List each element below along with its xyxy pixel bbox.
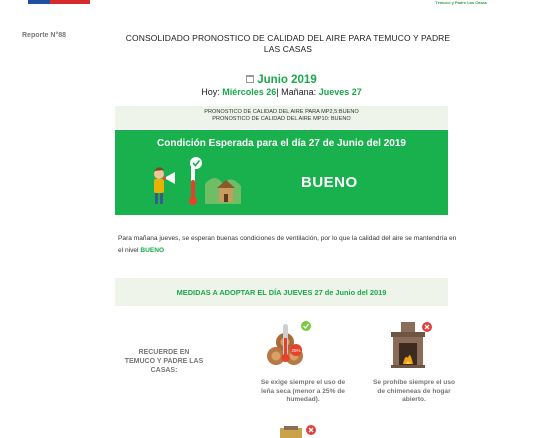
- next-measure-icon: [270, 424, 320, 438]
- forecast-box: [115, 106, 448, 129]
- month-year: Junio 2019: [115, 74, 448, 86]
- fireplace-icon: [383, 320, 433, 370]
- paragraph-level: BUENO: [140, 246, 165, 254]
- forecast-mp25: PRONOSTICO DE CALIDAD DEL AIRE PARA MP2,5:BUENO: [204, 109, 359, 115]
- calendar-icon: [246, 75, 254, 83]
- firewood-thermometer-icon: [262, 320, 312, 370]
- logo-flag-red: [50, 0, 90, 4]
- logo-flag-blue: [28, 0, 50, 4]
- measure-caption-open-fireplace: Se prohíbe siempre el uso de chimeneas de hogar abierto.: [372, 379, 456, 403]
- measures-header: MEDIDAS A ADOPTAR EL DÍA JUEVES 27 de Junio del 2019: [115, 278, 448, 306]
- today-value: Miércoles 26: [222, 87, 277, 97]
- measure-caption-dry-wood: Se exige siempre el uso de leña seca (menor a 25% de humedad).: [260, 379, 346, 403]
- report-number: Reporte N°88: [22, 32, 67, 39]
- top-right-note: Temuco y Padre Las Casas: [435, 0, 487, 5]
- condition-value: BUENO: [301, 174, 358, 191]
- page-title: CONSOLIDADO PRONOSTICO DE CALIDAD DEL AIRE PARA TEMUCO Y PADRE LAS CASAS: [125, 33, 451, 54]
- day-line: Hoy: Miércoles 26| Mañana: Jueves 27: [201, 87, 362, 97]
- condition-title: Condición Esperada para el día 27 de Junio del 2019: [157, 138, 406, 149]
- forecast-paragraph: Para mañana jueves, se esperan buenas condiciones de ventilación, por lo que la calidad del aire se mantendría en el nivel BUENO: [118, 235, 457, 254]
- tomorrow-value: Jueves 27: [318, 87, 362, 97]
- condition-box: [115, 130, 448, 215]
- person-megaphone-icon: [145, 154, 255, 206]
- date-block: [115, 74, 448, 97]
- moisture-badge: 25%: [291, 348, 301, 353]
- remember-label: RECUERDE EN TEMUCO Y PADRE LAS CASAS:: [124, 349, 204, 374]
- top-bar: [0, 0, 535, 8]
- forecast-mp10: PRONOSTICO DE CALIDAD DEL AIRE MP10: BUENO: [212, 116, 351, 122]
